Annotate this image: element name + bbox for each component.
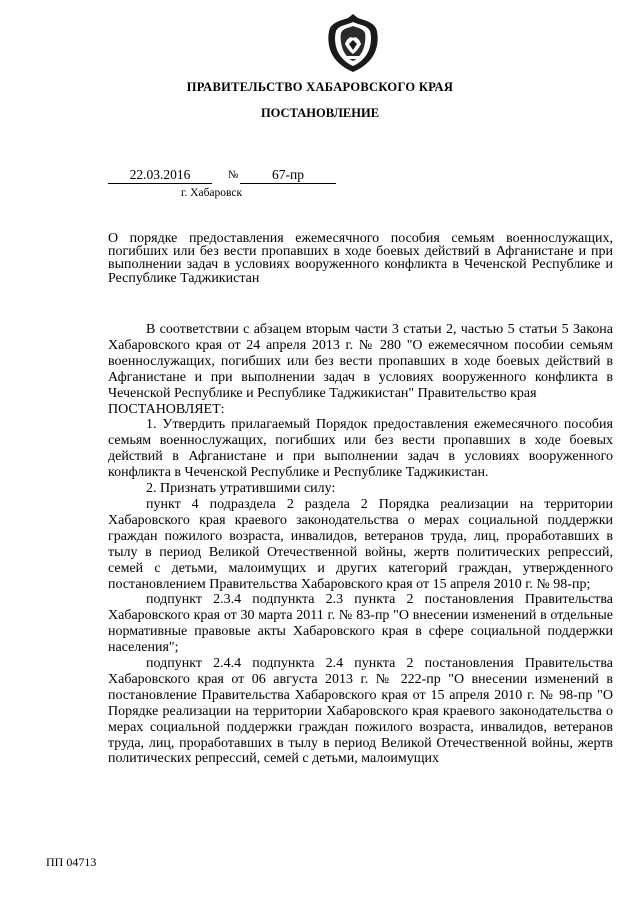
number-sign: № — [228, 169, 239, 181]
government-name: ПРАВИТЕЛЬСТВО ХАБАРОВСКОГО КРАЯ — [186, 80, 454, 94]
decree-word: ПОСТАНОВЛЯЕТ: — [108, 401, 225, 417]
subitem-3-paragraph: подпункт 2.4.4 подпункта 2.4 пункта 2 постановления Правительства Хабаровского края от 06 августа 2013 г. № 222-пр "О внесении изменений в постановление Правительства Хабаровского края от 15 апреля 2010 г. № 98-пр "О Порядке реализации на территории Хабаровского края краевого законодательства о мерах социальной поддержки граждан пожилого возраста, инвалидов, ветеранов труда, лиц, проработавших в тылу в период Великой Отечественной войны, жертв политических репрессий, семей с детьми, малоимущих — [108, 656, 613, 767]
subitem-1-paragraph: пункт 4 подраздела 2 раздела 2 Порядка реализации на территории Хабаровского края краевого законодательства о мерах социальной поддержки граждан пожилого возраста, инвалидов, ветеранов труда, лиц, проработавших в тылу в период Великой Отечественной войны, жертв политических репрессий, семей с детьми, малоимущих и других категорий граждан, утвержденного постановлением Правительства Хабаровского края от 15 апреля 2010 г. № 98-пр; — [108, 496, 613, 592]
footer-code: ПП 04713 — [46, 855, 97, 869]
document-date: 22.03.2016 — [108, 167, 212, 184]
date-number-line — [108, 167, 338, 185]
document-body — [108, 322, 613, 767]
coat-of-arms-emblem — [325, 14, 381, 74]
document-number: 67-пр — [240, 167, 336, 184]
item-1-paragraph: 1. Утвердить прилагаемый Порядок предоставления ежемесячного пособия семьям военнослужащих, погибших или без вести пропавших в ходе боевых действий в Афганистане и при выполнении задач в условиях вооруженного конфликта в Чеченской Республике и Республике Таджикистан. — [108, 417, 613, 481]
document-subject: О порядке предоставления ежемесячного пособия семьям военнослужащих, погибших или без вести пропавших в ходе боевых действий в Афганистане и при выполнении задач в условиях вооруженного конфликта в Чеченской Республике и Республике Таджикистан — [108, 231, 613, 286]
preamble-paragraph: В соответствии с абзацем вторым части 3 статьи 2, частью 5 статьи 5 Закона Хабаровского края от 24 апреля 2013 г. № 280 "О ежемесячном пособии семьям военнослужащих, погибших или без вести пропавших в ходе боевых действий в Афганистане и при выполнении задач в условиях вооруженного конфликта в Чеченской Республике и Республике Таджикистан" Правительство края — [108, 322, 613, 401]
document-type-title: ПОСТАНОВЛЕНИЕ — [260, 106, 380, 120]
item-2-paragraph: 2. Признать утратившими силу: — [146, 481, 336, 497]
subitem-2-paragraph: подпункт 2.3.4 подпункта 2.3 пункта 2 постановления Правительства Хабаровского края от 30 марта 2011 г. № 83-пр "О внесении изменений в отдельные нормативные правовые акты Хабаровского края в сфере социальной поддержки населения"; — [108, 592, 613, 656]
document-city: г. Хабаровск — [181, 187, 243, 199]
